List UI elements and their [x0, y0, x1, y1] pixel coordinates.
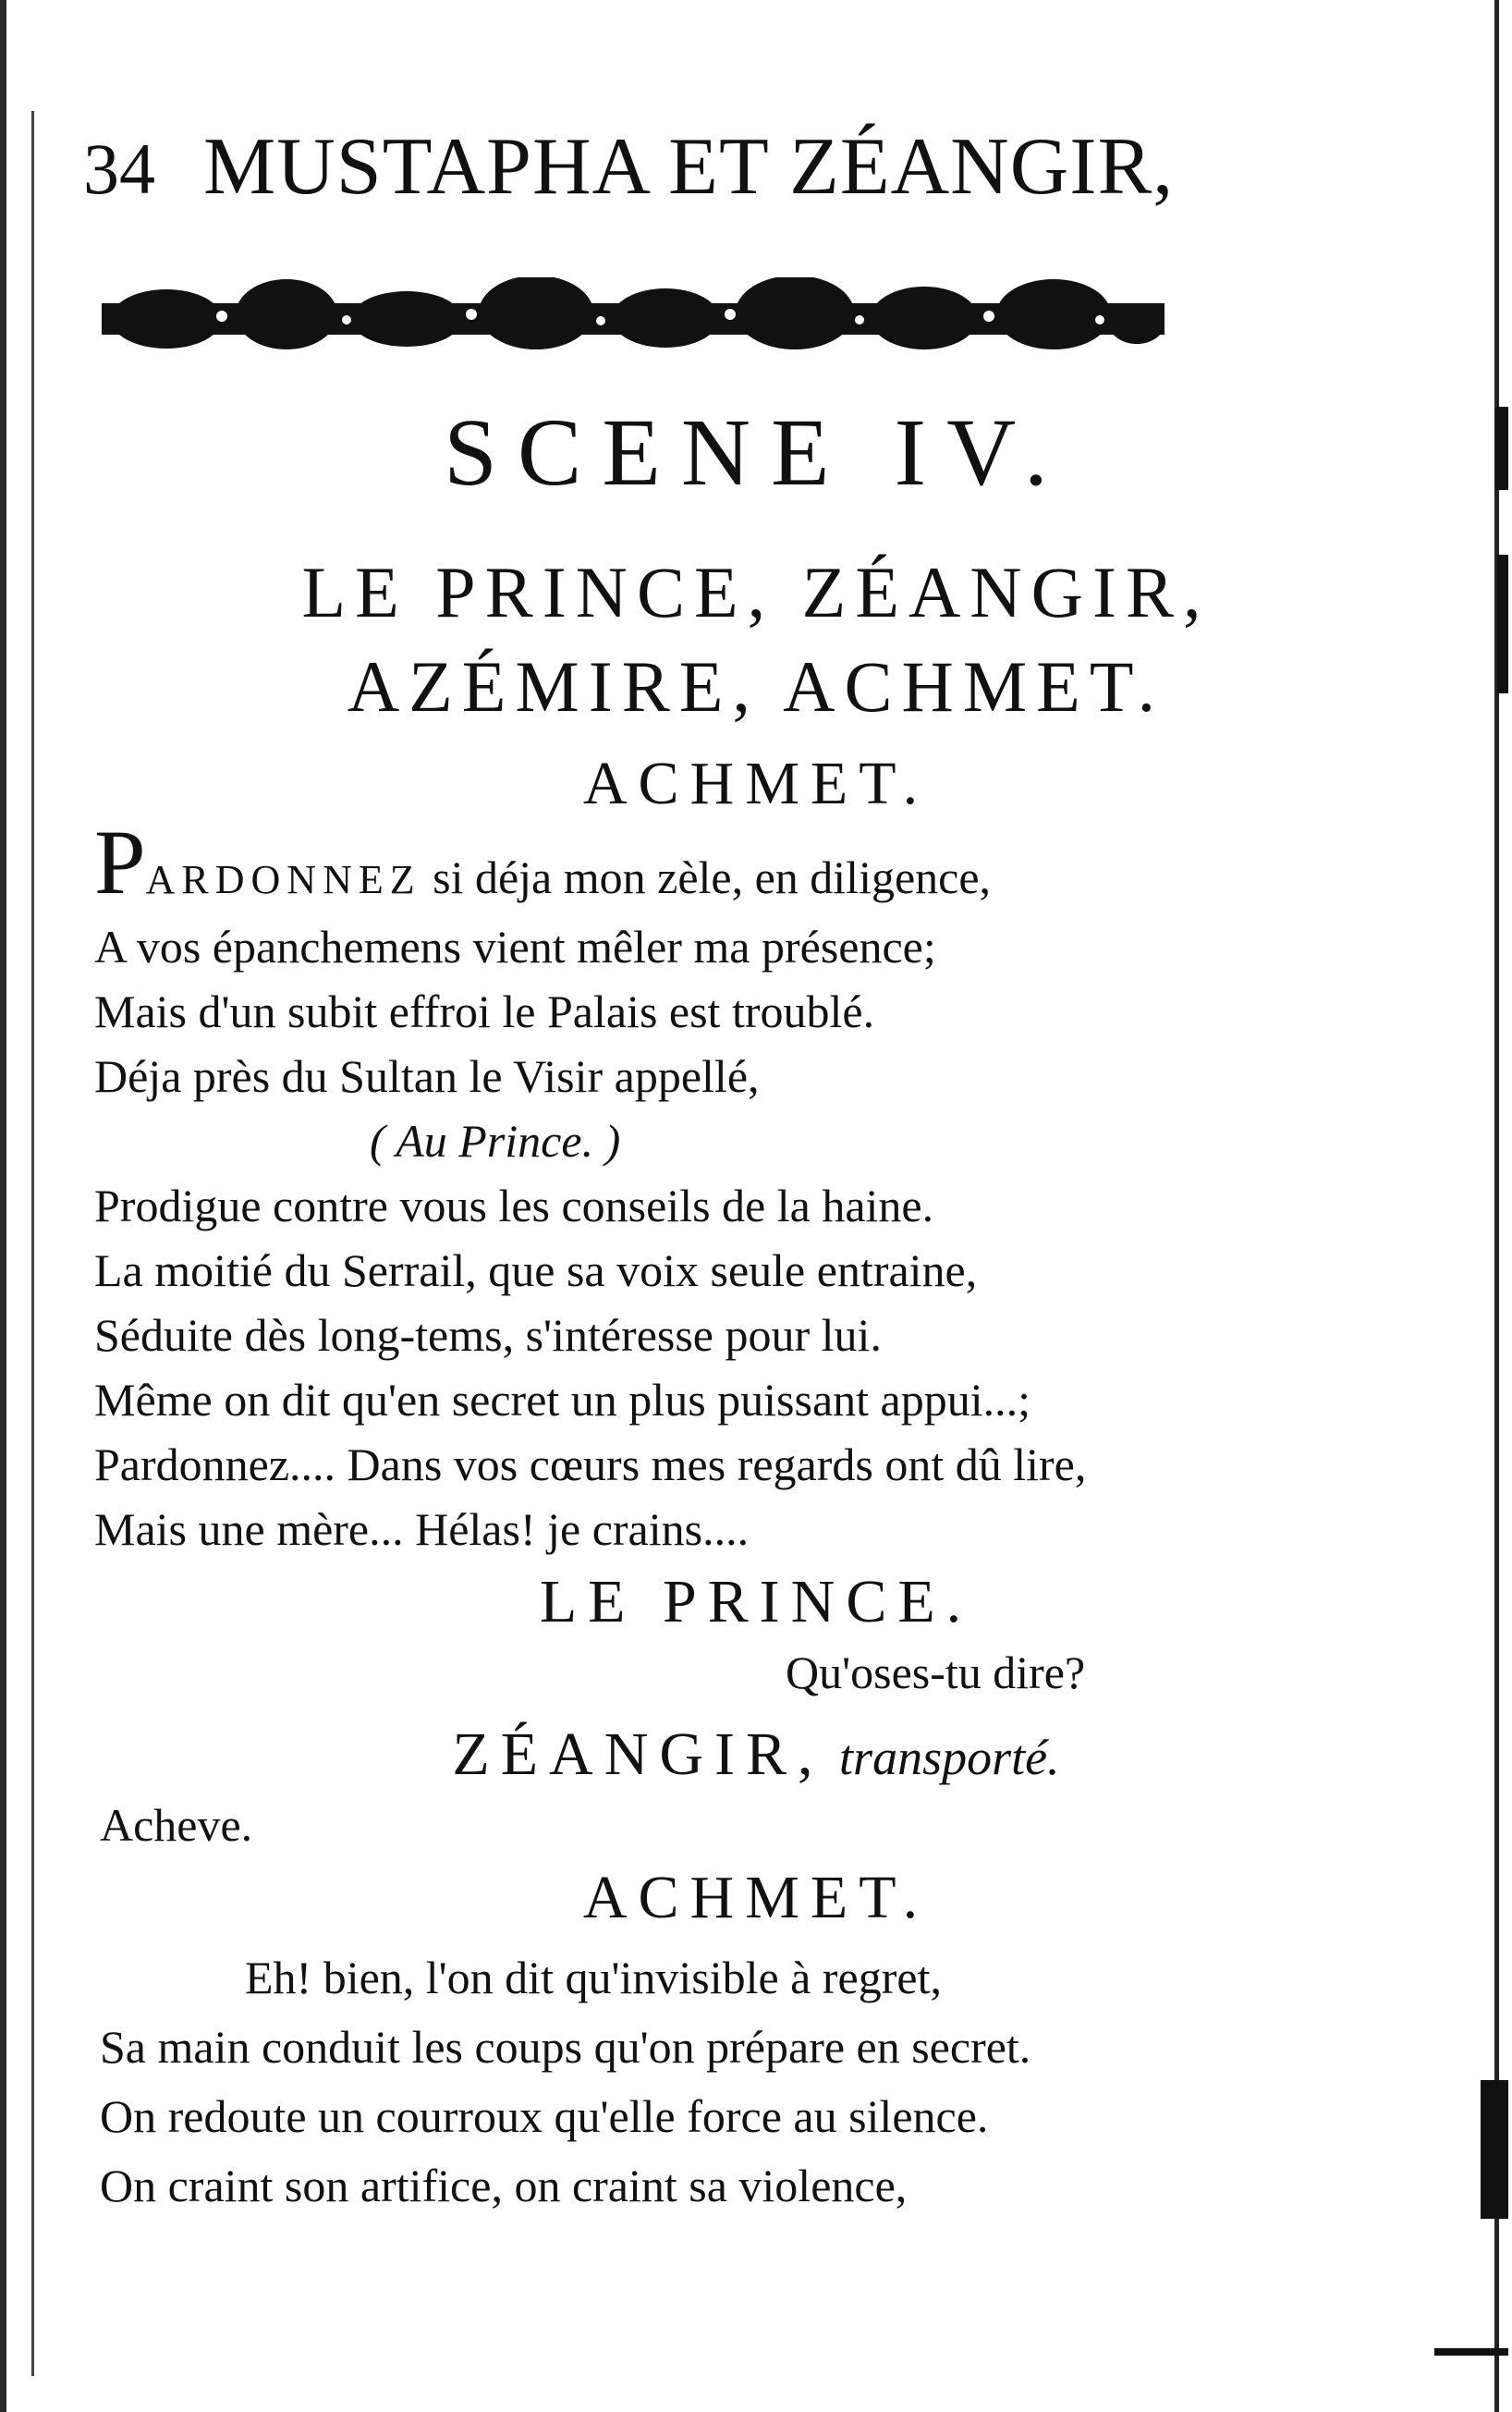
- verse-line: Mais d'un subit effroi le Palais est troublé.: [94, 986, 875, 1037]
- verse-line: Eh! bien, l'on dit qu'invisible à regret,: [245, 1952, 942, 2003]
- scene-title: SCENE IV.: [444, 399, 1068, 506]
- stage-direction: ( Au Prince. ): [370, 1115, 621, 1167]
- verse-line: On craint son artifice, on craint sa violence,: [100, 2160, 908, 2211]
- speaker-le-prince: LE PRINCE.: [539, 1568, 973, 1635]
- verse-line: Pardonnez.... Dans vos cœurs mes regards ont dû lire,: [94, 1439, 1087, 1490]
- verse-line: Mais une mère... Hélas! je crains....: [94, 1503, 750, 1555]
- verse-line: Qu'oses-tu dire?: [786, 1647, 1086, 1698]
- verse-line: Sa main conduit les coups qu'on prépare en secret.: [100, 2021, 1031, 2073]
- running-header: [83, 120, 1174, 214]
- speaker-zeangir-heading: [0, 1720, 1512, 1790]
- verse-line: Même on dit qu'en secret un plus puissant appui...;: [94, 1374, 1031, 1426]
- verse-line: [94, 811, 992, 913]
- running-title: MUSTAPHA ET ZÉANGIR,: [203, 122, 1175, 212]
- scene-characters: [0, 545, 1512, 734]
- verse-line: Séduite dès long-tems, s'intéresse pour lui.: [94, 1309, 882, 1361]
- verse-line: Prodigue contre vous les conseils de la haine.: [94, 1180, 934, 1231]
- drop-cap: P: [94, 811, 146, 913]
- verse-line: A vos épanchemens vient mêler ma présence;: [94, 921, 936, 973]
- scan-edge-left: [0, 0, 6, 2412]
- scan-mark: [1481, 2080, 1508, 2219]
- verse-line: On redoute un courroux qu'elle force au silence.: [100, 2090, 989, 2142]
- stage-direction: transporté.: [839, 1730, 1060, 1785]
- verse-line-rest: si déja mon zèle, en diligence,: [421, 851, 992, 903]
- characters-line-2: AZÉMIRE, ACHMET.: [347, 646, 1165, 727]
- verse-line: Déja près du Sultan le Visir appellé,: [94, 1050, 760, 1102]
- speaker-achmet: ACHMET.: [582, 750, 930, 817]
- characters-line-1: LE PRINCE, ZÉANGIR,: [301, 552, 1211, 632]
- verse-line: La moitié du Serrail, que sa voix seule entraine,: [94, 1244, 978, 1296]
- decorative-ornament-band: [102, 277, 1164, 365]
- page-number: 34: [83, 129, 155, 209]
- scan-mark: [1434, 2348, 1508, 2356]
- opening-smallcaps: ARDONNEZ: [145, 857, 421, 902]
- verse-line: Acheve.: [100, 1799, 253, 1851]
- speaker-zeangir: ZÉANGIR,: [452, 1720, 824, 1788]
- scan-edge-right: [1494, 0, 1499, 2412]
- speaker-achmet: ACHMET.: [582, 1864, 930, 1931]
